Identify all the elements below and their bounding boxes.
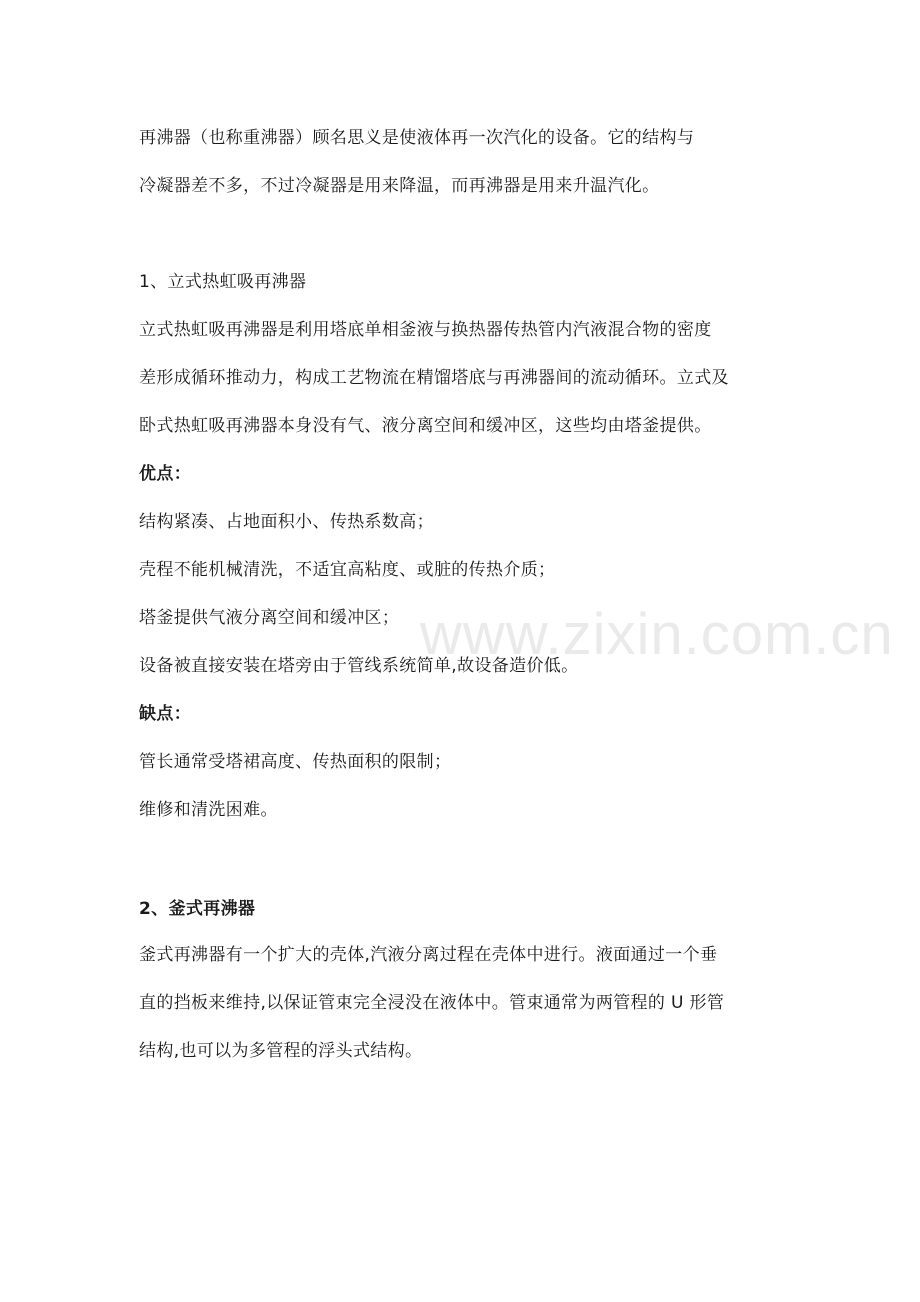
section2-desc-line-1: 釜式再沸器有一个扩大的壳体,汽液分离过程在壳体中进行。液面通过一个垂 — [139, 945, 718, 965]
watermark: www.zixin.com.cn — [420, 602, 894, 667]
pros-label: 优点： — [139, 464, 192, 484]
intro-line-1: 再沸器（也称重沸器）顾名思义是使液体再一次汽化的设备。它的结构与 — [139, 128, 695, 148]
section1-desc-line-2: 差形成循环推动力，构成工艺物流在精馏塔底与再沸器间的流动循环。立式及 — [139, 368, 729, 388]
cons-label: 缺点： — [139, 704, 192, 724]
intro-line-2: 冷凝器差不多，不过冷凝器是用来降温，而再沸器是用来升温汽化。 — [139, 176, 660, 196]
section1-desc-line-1: 立式热虹吸再沸器是利用塔底单相釜液与换热器传热管内汽液混合物的密度 — [139, 320, 712, 340]
pros-item-2: 壳程不能机械清洗，不适宜高粘度、或脏的传热介质； — [139, 560, 556, 580]
pros-item-3: 塔釜提供气液分离空间和缓冲区； — [139, 608, 400, 628]
section2-heading: 2、釜式再沸器 — [139, 899, 256, 919]
section1-heading: 1、立式热虹吸再沸器 — [139, 272, 307, 292]
cons-item-2: 维修和清洗困难。 — [139, 800, 278, 820]
pros-item-1: 结构紧凑、占地面积小、传热系数高； — [139, 512, 434, 532]
section2-desc-line-3: 结构,也可以为多管程的浮头式结构。 — [139, 1041, 423, 1061]
pros-item-4: 设备被直接安装在塔旁由于管线系统简单,故设备造价低。 — [139, 656, 579, 676]
cons-item-1: 管长通常受塔裙高度、传热面积的限制； — [139, 752, 452, 772]
section2-desc-line-2: 直的挡板来维持,以保证管束完全浸没在液体中。管束通常为两管程的 U 形管 — [139, 993, 725, 1013]
section1-desc-line-3: 卧式热虹吸再沸器本身没有气、液分离空间和缓冲区，这些均由塔釜提供。 — [139, 416, 712, 436]
